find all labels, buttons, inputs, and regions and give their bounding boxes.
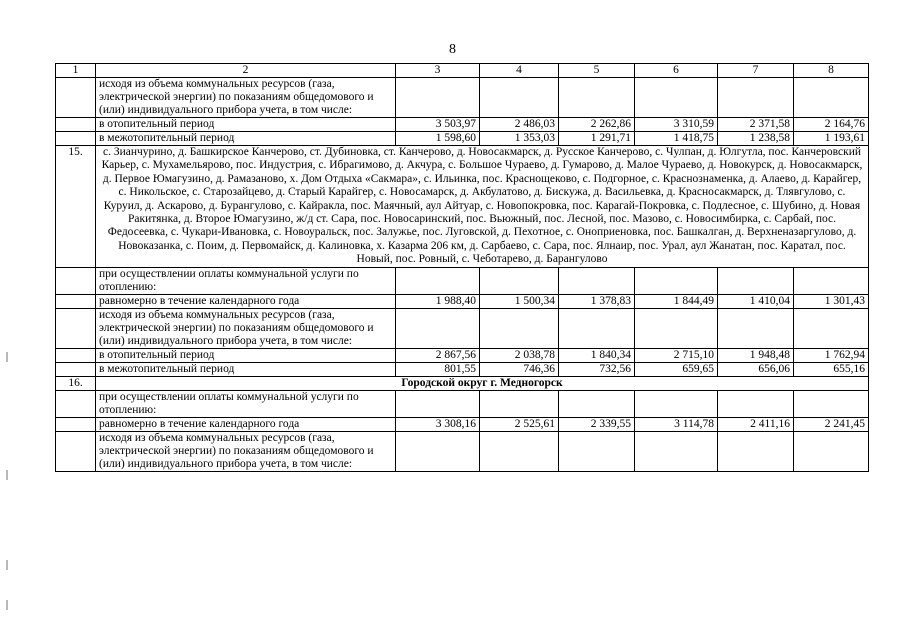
tariff-value: 1 291,71 <box>559 132 635 146</box>
column-header: 3 <box>396 64 480 78</box>
empty-cell <box>396 78 480 118</box>
row-number-empty <box>56 132 96 146</box>
empty-cell <box>718 308 794 348</box>
empty-cell <box>396 390 480 417</box>
column-header: 5 <box>559 64 635 78</box>
column-header: 1 <box>56 64 96 78</box>
column-header-row <box>56 64 869 78</box>
table-row <box>56 118 869 132</box>
empty-cell <box>396 308 480 348</box>
row-number: 16. <box>56 376 96 390</box>
scan-mark <box>6 560 8 570</box>
tariff-value: 1 353,03 <box>480 132 559 146</box>
scan-mark <box>6 352 8 362</box>
empty-cell <box>480 431 559 471</box>
column-header: 4 <box>480 64 559 78</box>
empty-cell <box>635 431 718 471</box>
settlement-list: с. Зианчурино, д. Башкирское Канчерово, ст. Дубиновка, ст. Канчерово, д. Новосакмарск, д. Русское Канчерово, с. Чулпан, д. Юлгутла, пос. Канчеровский Карьер, с. Мухамельярово, пос. Индустрия, с. Ибрагимово, д. Акчура, с. Большое Чураево, д. Гумарово, д. Малое Чураево, д. Новокурск, д. Новосакмарск, д. Первое Юмагузино, д. Рамазаново, х. Дом Отдыха «Сакмара», с. Ильинка, пос. Краснощеково, с. Подгорное, с. Краснознаменка, д. Алаево, д. Карайгер, с. Никольское, с. Старозайцево, д. Старый Карайгер, с. Новосамарск, д. Акбулатово, д. Бискужа, д. Васильевка, д. Красносакмарск, д. Тлявгулово, с. Куруил, д. Аскарово, д. Бурангулово, с. Кайракла, пос. Маячный, аул Айтуар, с. Новопокровка, пос. Карагай-Покровка, с. Подлесное, с. Шубино, д. Новая Ракитянка, д. Второе Юмагузино, ж/д ст. Сара, пос. Новосаринский, пос. Вьюжный, пос. Лесной, пос. Мазово, с. Новосимбирка, с. Сарбай, пос. Федосеевка, с. Чукари-Ивановка, с. Новоуральск, пос. Залужье, пос. Луговской, д. Пехотное, с. Оноприеновка, пос. Башкалган, д. Верхненазаргулово, д. Новоказанка, с. Поим, д. Первомайск, д. Калиновка, х. Казарма 206 км, д. Сарбаево, с. Сара, пос. Ялнаир, пос. Урал, аул Жанатан, пос. Каратал, пос. Новый, пос. Ровный, с. Чеботарево, д. Барангулово <box>96 146 869 268</box>
tariff-value: 1 762,94 <box>794 348 869 362</box>
row-description: исходя из объема коммунальных ресурсов (газа, электрической энергии) по показаниям общедомового и (или) индивидуального прибора учета, в том числе: <box>96 78 396 118</box>
tariff-value: 2 241,45 <box>794 417 869 431</box>
row-description: в межотопительный период <box>96 362 396 376</box>
empty-cell <box>635 308 718 348</box>
tariff-value: 2 867,56 <box>396 348 480 362</box>
empty-cell <box>480 267 559 294</box>
empty-cell <box>635 267 718 294</box>
empty-cell <box>559 390 635 417</box>
row-description: исходя из объема коммунальных ресурсов (газа, электрической энергии) по показаниям общедомового и (или) индивидуального прибора учета, в том числе: <box>96 431 396 471</box>
empty-cell <box>559 78 635 118</box>
empty-cell <box>794 390 869 417</box>
row-description: при осуществлении оплаты коммунальной услуги по отоплению: <box>96 267 396 294</box>
tariff-value: 2 486,03 <box>480 118 559 132</box>
empty-cell <box>480 78 559 118</box>
empty-cell <box>559 431 635 471</box>
tariff-value: 3 503,97 <box>396 118 480 132</box>
tariff-value: 1 988,40 <box>396 294 480 308</box>
scan-mark <box>6 470 8 480</box>
tariff-value: 2 715,10 <box>635 348 718 362</box>
row-number-empty <box>56 308 96 348</box>
empty-cell <box>635 390 718 417</box>
row-number-empty <box>56 267 96 294</box>
table-row <box>56 362 869 376</box>
tariff-value: 3 114,78 <box>635 417 718 431</box>
district-title: Городской округ г. Медногорск <box>96 376 869 390</box>
tariff-value: 1 193,61 <box>794 132 869 146</box>
empty-cell <box>794 308 869 348</box>
tariff-value: 1 844,49 <box>635 294 718 308</box>
tariff-value: 1 378,83 <box>559 294 635 308</box>
table-row <box>56 132 869 146</box>
table-row <box>56 417 869 431</box>
tariff-value: 655,16 <box>794 362 869 376</box>
scan-mark <box>6 600 8 610</box>
tariff-value: 3 310,59 <box>635 118 718 132</box>
tariff-value: 1 410,04 <box>718 294 794 308</box>
column-header: 2 <box>96 64 396 78</box>
row-number-empty <box>56 294 96 308</box>
tariff-value: 659,65 <box>635 362 718 376</box>
tariff-value: 746,36 <box>480 362 559 376</box>
tariff-value: 2 411,16 <box>718 417 794 431</box>
empty-cell <box>718 431 794 471</box>
row-description: равномерно в течение календарного года <box>96 417 396 431</box>
empty-cell <box>718 390 794 417</box>
table-row <box>56 294 869 308</box>
tariff-value: 1 840,34 <box>559 348 635 362</box>
tariff-table <box>55 63 869 472</box>
row-number-empty <box>56 390 96 417</box>
table-row <box>56 78 869 118</box>
empty-cell <box>794 78 869 118</box>
tariff-value: 1 948,48 <box>718 348 794 362</box>
empty-cell <box>480 308 559 348</box>
tariff-value: 3 308,16 <box>396 417 480 431</box>
row-number-empty <box>56 417 96 431</box>
tariff-value: 1 598,60 <box>396 132 480 146</box>
row-number-empty <box>56 431 96 471</box>
tariff-value: 2 371,58 <box>718 118 794 132</box>
table-row <box>56 376 869 390</box>
empty-cell <box>559 308 635 348</box>
column-header: 7 <box>718 64 794 78</box>
tariff-value: 2 339,55 <box>559 417 635 431</box>
empty-cell <box>794 431 869 471</box>
column-header: 8 <box>794 64 869 78</box>
table-row <box>56 267 869 294</box>
tariff-value: 2 525,61 <box>480 417 559 431</box>
empty-cell <box>794 267 869 294</box>
table-row <box>56 348 869 362</box>
table-row <box>56 308 869 348</box>
row-description: в отопительный период <box>96 118 396 132</box>
tariff-value: 732,56 <box>559 362 635 376</box>
tariff-value: 1 500,34 <box>480 294 559 308</box>
table-row <box>56 146 869 268</box>
row-number-empty <box>56 348 96 362</box>
tariff-value: 801,55 <box>396 362 480 376</box>
empty-cell <box>396 267 480 294</box>
tariff-value: 656,06 <box>718 362 794 376</box>
row-description: в межотопительный период <box>96 132 396 146</box>
row-number-empty <box>56 118 96 132</box>
row-description: исходя из объема коммунальных ресурсов (газа, электрической энергии) по показаниям общедомового и (или) индивидуального прибора учета, в том числе: <box>96 308 396 348</box>
empty-cell <box>480 390 559 417</box>
empty-cell <box>559 267 635 294</box>
empty-cell <box>718 78 794 118</box>
table-row <box>56 390 869 417</box>
row-number-empty <box>56 362 96 376</box>
row-description: в отопительный период <box>96 348 396 362</box>
tariff-value: 1 238,58 <box>718 132 794 146</box>
page-number: 8 <box>449 42 456 57</box>
table-row <box>56 431 869 471</box>
tariff-value: 2 164,76 <box>794 118 869 132</box>
row-number: 15. <box>56 146 96 268</box>
tariff-value: 1 301,43 <box>794 294 869 308</box>
row-number-empty <box>56 78 96 118</box>
tariff-value: 2 262,86 <box>559 118 635 132</box>
row-description: при осуществлении оплаты коммунальной услуги по отоплению: <box>96 390 396 417</box>
tariff-value: 1 418,75 <box>635 132 718 146</box>
column-header: 6 <box>635 64 718 78</box>
empty-cell <box>718 267 794 294</box>
empty-cell <box>635 78 718 118</box>
empty-cell <box>396 431 480 471</box>
tariff-value: 2 038,78 <box>480 348 559 362</box>
row-description: равномерно в течение календарного года <box>96 294 396 308</box>
